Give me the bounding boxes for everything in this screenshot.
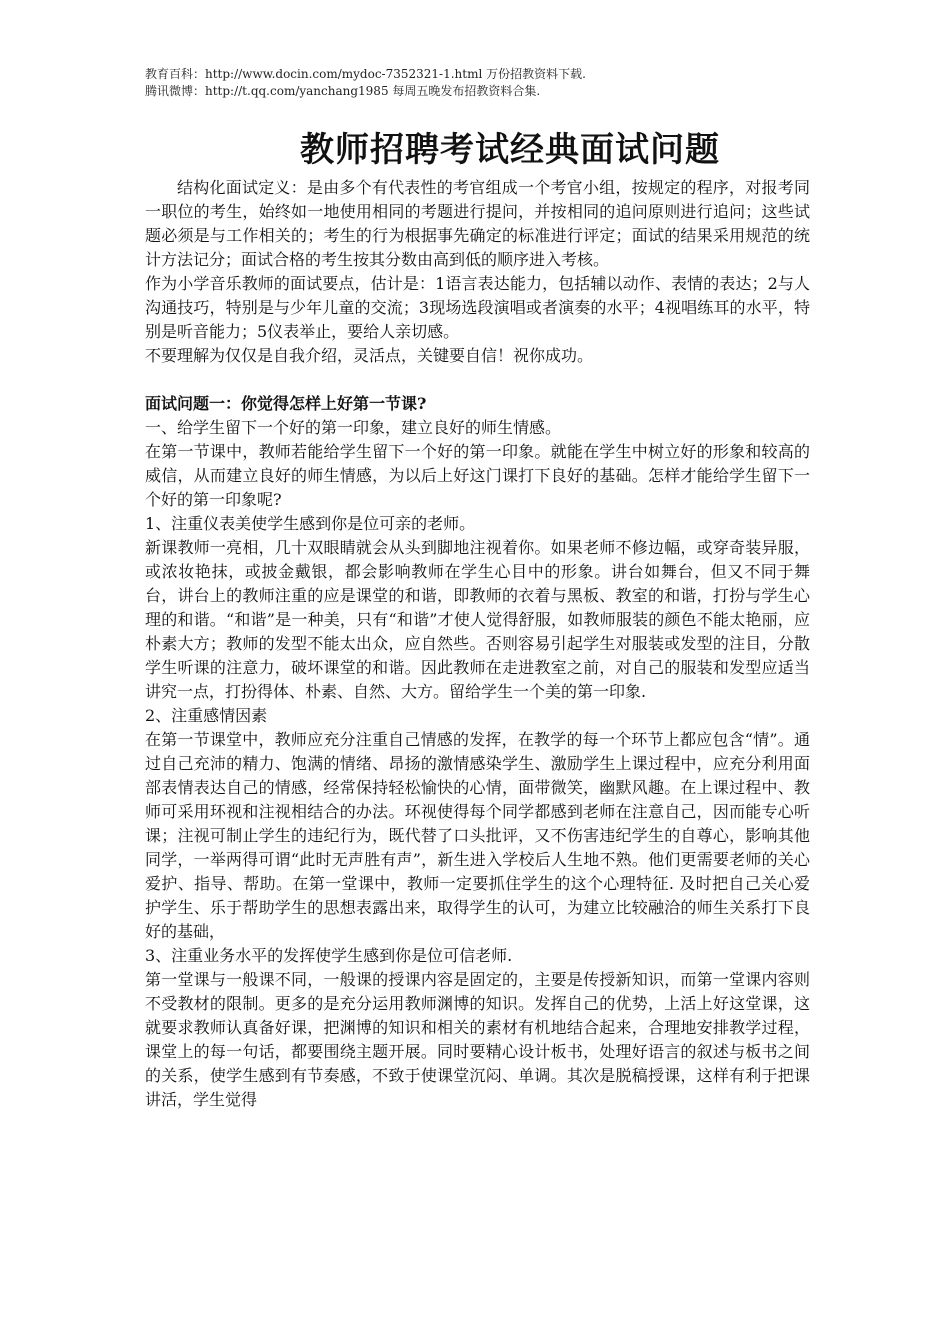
blank-line: [145, 368, 810, 392]
section-one-body: 在第一节课中，教师若能给学生留下一个好的第一印象。就能在学生中树立好的形象和较高的威信，从而建立良好的师生情感，为以后上好这门课打下良好的基础。怎样才能给学生留下一个好的第一印象呢?: [145, 442, 810, 509]
section-one-title: 一、给学生留下一个好的第一印象，建立良好的师生情感。: [145, 418, 562, 437]
item-one-title: 1、注重仪表美使学生感到你是位可亲的老师。: [145, 514, 476, 533]
document-title: 教师招聘考试经典面试问题: [300, 130, 720, 170]
advice-paragraph: 不要理解为仅仅是自我介绍，灵活点，关键要自信！祝你成功。: [145, 346, 594, 365]
question-one-heading: 面试问题一：你觉得怎样上好第一节课?: [145, 394, 427, 413]
document-body: [145, 176, 810, 1112]
item-one-body: 新课教师一亮相，几十双眼睛就会从头到脚地注视着你。如果老师不修边幅，或穿奇装异服，或浓妆艳抹，或披金戴银，都会影响教师在学生心目中的形象。讲台如舞台，但又不同于舞台，讲台上的教师注重的应是课堂的和谐，即教师的衣着与黑板、教室的和谐，打扮与学生心理的和谐。“和谐”是一种美，只有“和谐”才使人觉得舒服，如教师服装的颜色不能太艳丽，应朴素大方；教师的发型不能太出众，应自然些。否则容易引起学生对服装或发型的注目，分散学生听课的注意力，破坏课堂的和谐。因此教师在走进教室之前，对自己的服装和发型应适当讲究一点，打扮得体、朴素、自然、大方。留给学生一个美的第一印象.: [145, 538, 810, 701]
header-docin-line: 教育百科：http://www.docin.com/mydoc-7352321-1.html 万份招教资料下载.: [145, 67, 586, 81]
interview-points-paragraph: 作为小学音乐教师的面试要点，估计是：1语言表达能力，包括辅以动作、表情的表达；2与人沟通技巧，特别是与少年儿童的交流；3现场选段演唱或者演奏的水平；4视唱练耳的水平，特别是听音能力；5仪表举止，要给人亲切感。: [145, 274, 810, 341]
interview-definition-paragraph: 结构化面试定义：是由多个有代表性的考官组成一个考官小组，按规定的程序，对报考同一职位的考生，始终如一地使用相同的考题进行提问，并按相同的追问原则进行追问；这些试题必须是与工作相关的；考生的行为根据事先确定的标准进行评定；面试的结果采用规范的统计方法记分；面试合格的考生按其分数由高到低的顺序进入考核。: [145, 178, 810, 269]
header-weibo-line: 腾讯微博：http://t.qq.com/yanchang1985 每周五晚发布招教资料合集.: [145, 84, 541, 98]
item-three-body: 第一堂课与一般课不同，一般课的授课内容是固定的，主要是传授新知识，而第一堂课内容则不受教材的限制。更多的是充分运用教师渊博的知识。发挥自己的优势，上活上好这堂课，这就要求教师认真备好课，把渊博的知识和相关的素材有机地结合起来，合理地安排教学过程，课堂上的每一句话，都要围绕主题开展。同时要精心设计板书，处理好语言的叙述与板书之间的关系，使学生感到有节奏感，不致于使课堂沉闷、单调。其次是脱稿授课，这样有利于把课讲活，学生觉得: [145, 970, 810, 1109]
item-two-body: 在第一节课堂中，教师应充分注重自己情感的发挥，在教学的每一个环节上都应包含“情”。通过自己充沛的精力、饱满的情绪、昂扬的激情感染学生、激励学生上课过程中，应充分利用面部表情表达自己的情感，经常保持轻松愉快的心情，面带微笑，幽默风趣。在上课过程中、教师可采用环视和注视相结合的办法。环视使得每个同学都感到老师在注意自己，因而能专心听课；注视可制止学生的违纪行为，既代替了口头批评，又不伤害违纪学生的自尊心，影响其他同学，一举两得可谓“此时无声胜有声”，新生进入学校后人生地不熟。他们更需要老师的关心爱护、指导、帮助。在第一堂课中，教师一定要抓住学生的这个心理特征. 及时把自己关心爱护学生、乐于帮助学生的思想表露出来，取得学生的认可，为建立比较融洽的师生关系打下良好的基础，: [145, 730, 810, 941]
item-three-title: 3、注重业务水平的发挥使学生感到你是位可信老师.: [145, 946, 513, 965]
page-header: [145, 66, 825, 100]
item-two-title: 2、注重感情因素: [145, 706, 268, 725]
